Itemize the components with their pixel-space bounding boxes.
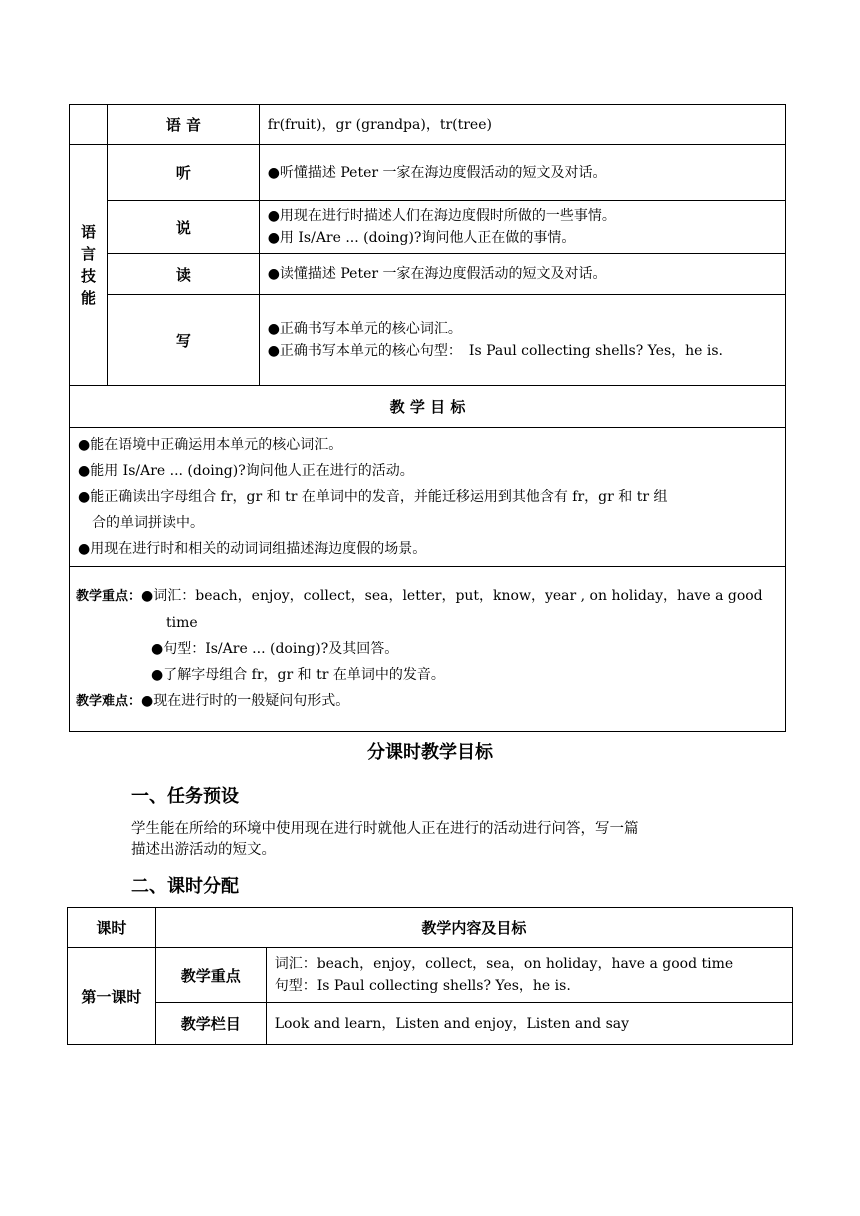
- objective-item: ●能正确读出字母组合 fr，gr 和 tr 在单词中的发音，并能迁移运用到其他含有 fr，gr 和 tr 组: [78, 489, 668, 505]
- group-char: 能: [80, 289, 96, 307]
- row2-label: 教学栏目: [155, 1003, 266, 1045]
- listening-label: 听: [107, 145, 259, 201]
- writing-line: ●正确书写本单元的核心句型： Is Paul collecting shells? Yes，he is.: [267, 343, 724, 359]
- lesson1-row2: [68, 1003, 793, 1045]
- phonetics-row: [70, 105, 786, 145]
- section1-line: 学生能在所给的环境中使用现在进行时就他人正在进行的活动进行问答，写一篇: [131, 821, 639, 837]
- lesson1-row1: [68, 948, 793, 1003]
- key-points-row: [70, 567, 786, 732]
- writing-row: [70, 295, 786, 386]
- objectives-row: [70, 428, 786, 567]
- col-header-lesson: 课时: [68, 908, 156, 948]
- writing-line: ●正确书写本单元的核心词汇。: [267, 321, 462, 337]
- listening-row: [70, 145, 786, 201]
- language-skills-label: [70, 145, 108, 386]
- key-point: ●词汇：beach，enjoy，collect，sea，letter，put，know，year , on holiday，have a good: [141, 588, 763, 604]
- key-points-cell: [70, 567, 786, 732]
- key-point: ●句型：Is/Are ... (doing)?及其回答。: [151, 641, 399, 657]
- speaking-row: [70, 201, 786, 254]
- lesson-table: [67, 907, 793, 1045]
- writing-label: 写: [107, 295, 259, 386]
- objectives-header-row: [70, 386, 786, 428]
- speaking-line: ●用 Is/Are ... (doing)?询问他人正在做的事情。: [267, 230, 576, 246]
- difficult-point: ●现在进行时的一般疑问句形式。: [141, 693, 350, 709]
- objectives-header: 教 学 目 标: [70, 386, 786, 428]
- skills-table: [69, 104, 786, 732]
- speaking-line: ●用现在进行时描述人们在海边度假时所做的一些事情。: [267, 208, 616, 224]
- group-char: 言: [80, 245, 96, 263]
- difficult-label: 教学难点：: [76, 694, 142, 709]
- col-header-content: 教学内容及目标: [155, 908, 792, 948]
- objective-item: ●能用 Is/Are ... (doing)?询问他人正在进行的活动。: [78, 463, 414, 479]
- group-char: 技: [80, 267, 96, 285]
- page-title: 分课时教学目标: [367, 742, 493, 763]
- key-points-label: 教学重点：: [76, 589, 142, 604]
- key-point: ●了解字母组合 fr，gr 和 tr 在单词中的发音。: [151, 667, 445, 683]
- section1-line: 描述出游活动的短文。: [131, 842, 276, 858]
- objectives-list: [70, 428, 786, 567]
- row1-content: [266, 948, 792, 1003]
- key-point: time: [166, 615, 198, 631]
- objective-item: ●能在语境中正确运用本单元的核心词汇。: [78, 437, 343, 453]
- lesson-header-row: [68, 908, 793, 948]
- row1-line: 句型：Is Paul collecting shells? Yes，he is.: [274, 978, 571, 994]
- phonetics-label: 语 音: [107, 105, 259, 145]
- phonetics-content: fr(fruit)，gr (grandpa)，tr(tree): [259, 105, 785, 145]
- writing-content: [259, 295, 785, 386]
- reading-label: 读: [107, 254, 259, 295]
- listening-content: ●听懂描述 Peter 一家在海边度假活动的短文及对话。: [259, 145, 785, 201]
- speaking-content: [259, 201, 785, 254]
- reading-content: ●读懂描述 Peter 一家在海边度假活动的短文及对话。: [259, 254, 785, 295]
- speaking-label: 说: [107, 201, 259, 254]
- lesson1-label: 第一课时: [68, 948, 156, 1045]
- group-char: 语: [80, 223, 96, 241]
- row2-content: Look and learn，Listen and enjoy，Listen and say: [266, 1003, 792, 1045]
- reading-row: [70, 254, 786, 295]
- empty-cell: [70, 105, 108, 145]
- objective-item-cont: 合的单词拼读中。: [92, 515, 204, 531]
- row1-label: 教学重点: [155, 948, 266, 1003]
- objective-item: ●用现在进行时和相关的动词词组描述海边度假的场景。: [78, 541, 427, 557]
- section2-title: 二、课时分配: [131, 876, 239, 897]
- row1-line: 词汇：beach，enjoy，collect，sea，on holiday，have a good time: [274, 956, 734, 972]
- section1-title: 一、任务预设: [131, 786, 239, 807]
- section1-text: [131, 819, 751, 861]
